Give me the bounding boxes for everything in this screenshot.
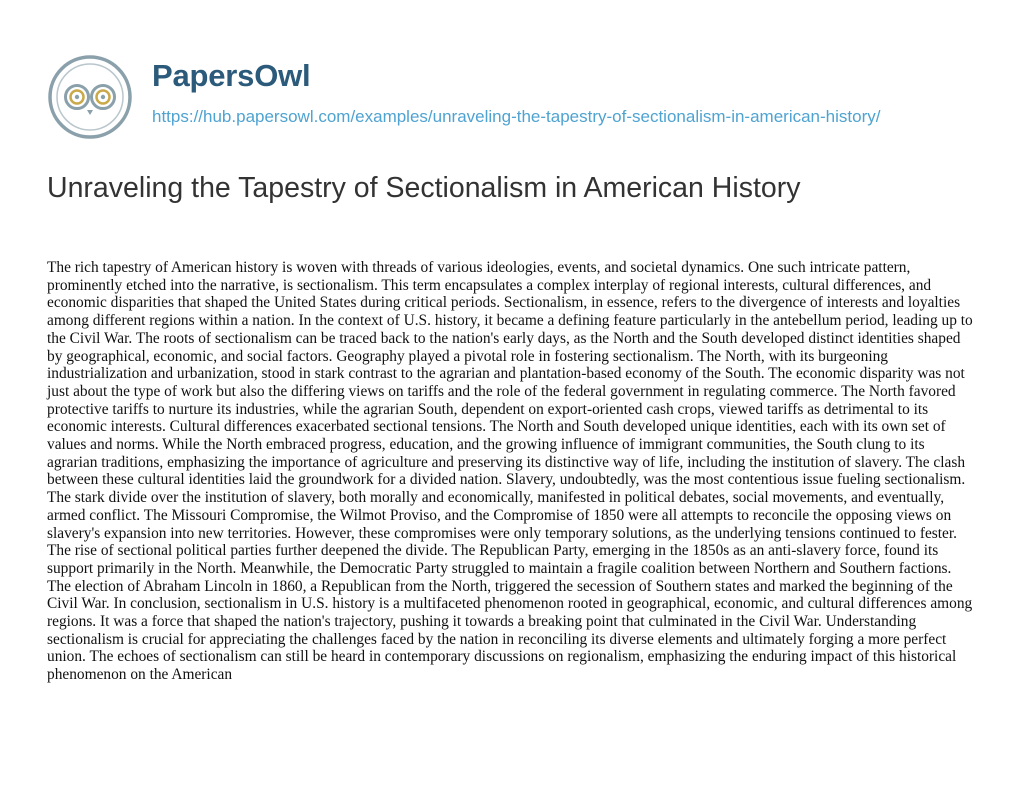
- document-body: The rich tapestry of American history is woven with threads of various ideologies, events, and societal dynamics. One such intricate pattern, prominently etched into the narrative, is sectionalism. This term encapsulates a complex interplay of regional interests, cultural differences, and economic disparities that shaped the United States during critical periods. Sectionalism, in essence, refers to the divergence of interests and loyalties among different regions within a nation. In the context of U.S. history, it became a defining feature particularly in the antebellum period, leading up to the Civil War. The roots of sectionalism can be traced back to the nation's early days, as the North and the South developed distinct identities shaped by geographical, economic, and social factors. Geography played a pivotal role in fostering sectionalism. The North, with its burgeoning industrialization and urbanization, stood in stark contrast to the agrarian and plantation-based economy of the South. The economic disparity was not just about the type of work but also the differing views on tariffs and the role of the federal government in regulating commerce. The North favored protective tariffs to nurture its industries, while the agrarian South, dependent on export-oriented cash crops, viewed tariffs as detrimental to its economic interests. Cultural differences exacerbated sectional tensions. The North and South developed unique identities, each with its own set of values and norms. While the North embraced progress, education, and the growing influence of immigrant communities, the South clung to its agrarian traditions, emphasizing the importance of agriculture and preserving its distinctive way of life, including the institution of slavery. The clash between these cultural identities laid the groundwork for a divided nation. Slavery, undoubtedly, was the most contentious issue fueling sectionalism. The stark divide over the institution of slavery, both morally and economically, manifested in political debates, social movements, and eventually, armed conflict. The Missouri Compromise, the Wilmot Proviso, and the Compromise of 1850 were all attempts to reconcile the opposing views on slavery's expansion into new territories. However, these compromises were only temporary solutions, as the underlying tensions continued to fester. The rise of sectional political parties further deepened the divide. The Republican Party, emerging in the 1850s as an anti-slavery force, found its support primarily in the North. Meanwhile, the Democratic Party struggled to maintain a fragile coalition between Northern and Southern factions. The election of Abraham Lincoln in 1860, a Republican from the North, triggered the secession of Southern states and marked the beginning of the Civil War. In conclusion, sectionalism in U.S. history is a multifaceted phenomenon rooted in geographical, economic, and cultural differences among regions. It was a force that shaped the nation's trajectory, pushing it towards a breaking point that culminated in the Civil War. Understanding sectionalism is crucial for appreciating the challenges faced by the nation in reconciling its diverse elements and ultimately forging a more perfect union. The echoes of sectionalism can still be heard in contemporary discussions on regionalism, emphasizing the enduring impact of this historical phenomenon on the American: [47, 259, 973, 684]
- owl-logo-icon: [47, 54, 133, 140]
- page-header: [47, 30, 977, 155]
- brand-name: PapersOwl: [152, 58, 311, 93]
- document-title: Unraveling the Tapestry of Sectionalism in American History: [47, 172, 801, 204]
- source-url-link[interactable]: https://hub.papersowl.com/examples/unraveling-the-tapestry-of-sectionalism-in-american-history/: [152, 107, 881, 126]
